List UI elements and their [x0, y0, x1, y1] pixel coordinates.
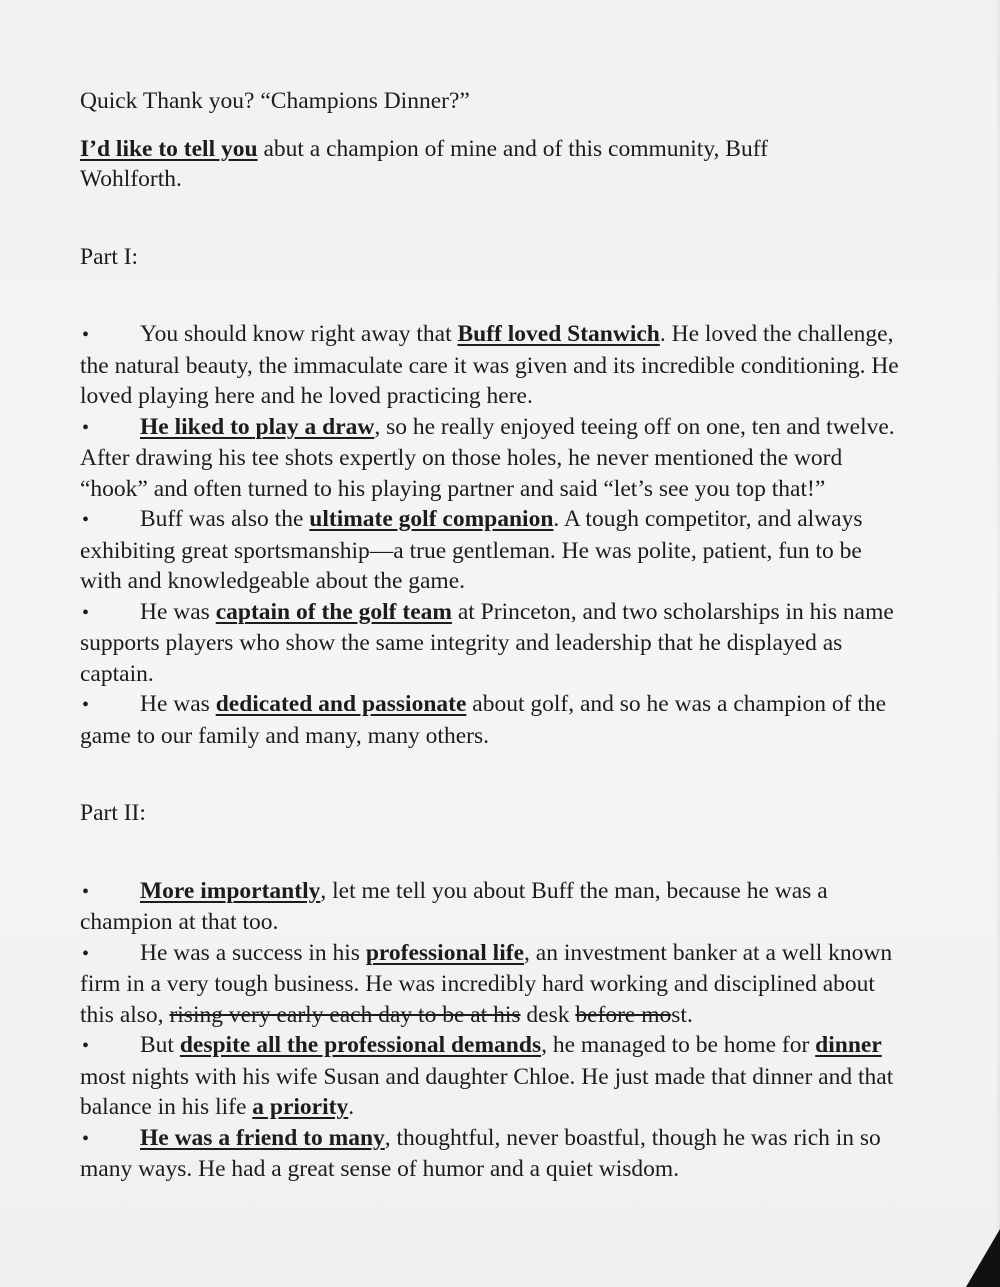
part1-bullet-5: •He was dedicated and passionate about golf, and so he was a champion of the game to our family and many, many others.	[80, 689, 900, 751]
intro-lead: I’d like to tell you	[80, 135, 258, 162]
part1-label: Part I:	[80, 243, 139, 270]
part1-bullet-2: •He liked to play a draw, so he really enjoyed teeing off on one, ten and twelve. After drawing his tee shots expertly on those holes, he never mentioned the word “hook” and often turned to his playing partner and said “let’s see you top that!”	[80, 412, 900, 505]
folded-corner	[966, 1229, 1000, 1287]
bullet-icon	[80, 319, 140, 351]
part2-bullet-4: •He was a friend to many, thoughtful, never boastful, though he was rich in so many ways. He had a great sense of humor and a quiet wisdom.	[80, 1123, 900, 1185]
bullet-icon	[80, 504, 140, 536]
bullet-icon	[80, 938, 140, 970]
page-heading: Quick Thank you? “Champions Dinner?”	[80, 88, 470, 114]
bullet-icon	[80, 876, 140, 908]
bullet-icon	[80, 597, 140, 629]
part2-bullet-2: •He was a success in his professional life, an investment banker at a well known firm in a very tough business. He was incredibly hard working and disciplined about this also, rising very early each day to be at his desk before most.	[80, 938, 900, 1031]
bullet-icon	[80, 412, 140, 444]
intro-paragraph: I’d like to tell you abut a champion of mine and of this community, Buff Wohlforth.	[80, 135, 768, 192]
bullet-icon	[80, 689, 140, 721]
struck-text: rising very early each day to be at his	[169, 1001, 521, 1028]
speech-text	[80, 86, 900, 1185]
bullet-icon	[80, 1123, 140, 1155]
part2-bullet-3: •But despite all the professional demands, he managed to be home for dinner most nights with his wife Susan and daughter Chloe. He just made that dinner and that balance in his life a priority.	[80, 1030, 900, 1123]
part1-bullet-3: •Buff was also the ultimate golf companion. A tough competitor, and always exhibiting great sportsmanship—a true gentleman. He was polite, patient, fun to be with and knowledgeable about the game.	[80, 504, 900, 597]
struck-text: before mo	[575, 1001, 672, 1028]
part2-bullet-1: •More importantly, let me tell you about Buff the man, because he was a champion at that too.	[80, 876, 900, 938]
part1-bullet-1: •You should know right away that Buff loved Stanwich. He loved the challenge, the natural beauty, the immaculate care it was given and its incredible conditioning. He loved playing here and he loved practicing here.	[80, 319, 900, 412]
part1-bullet-4: •He was captain of the golf team at Princeton, and two scholarships in his name supports players who show the same integrity and leadership that he displayed as captain.	[80, 597, 900, 690]
bullet-icon	[80, 1030, 140, 1062]
page-edge-shadow	[996, 0, 1000, 1287]
part2-label: Part II:	[80, 800, 146, 826]
